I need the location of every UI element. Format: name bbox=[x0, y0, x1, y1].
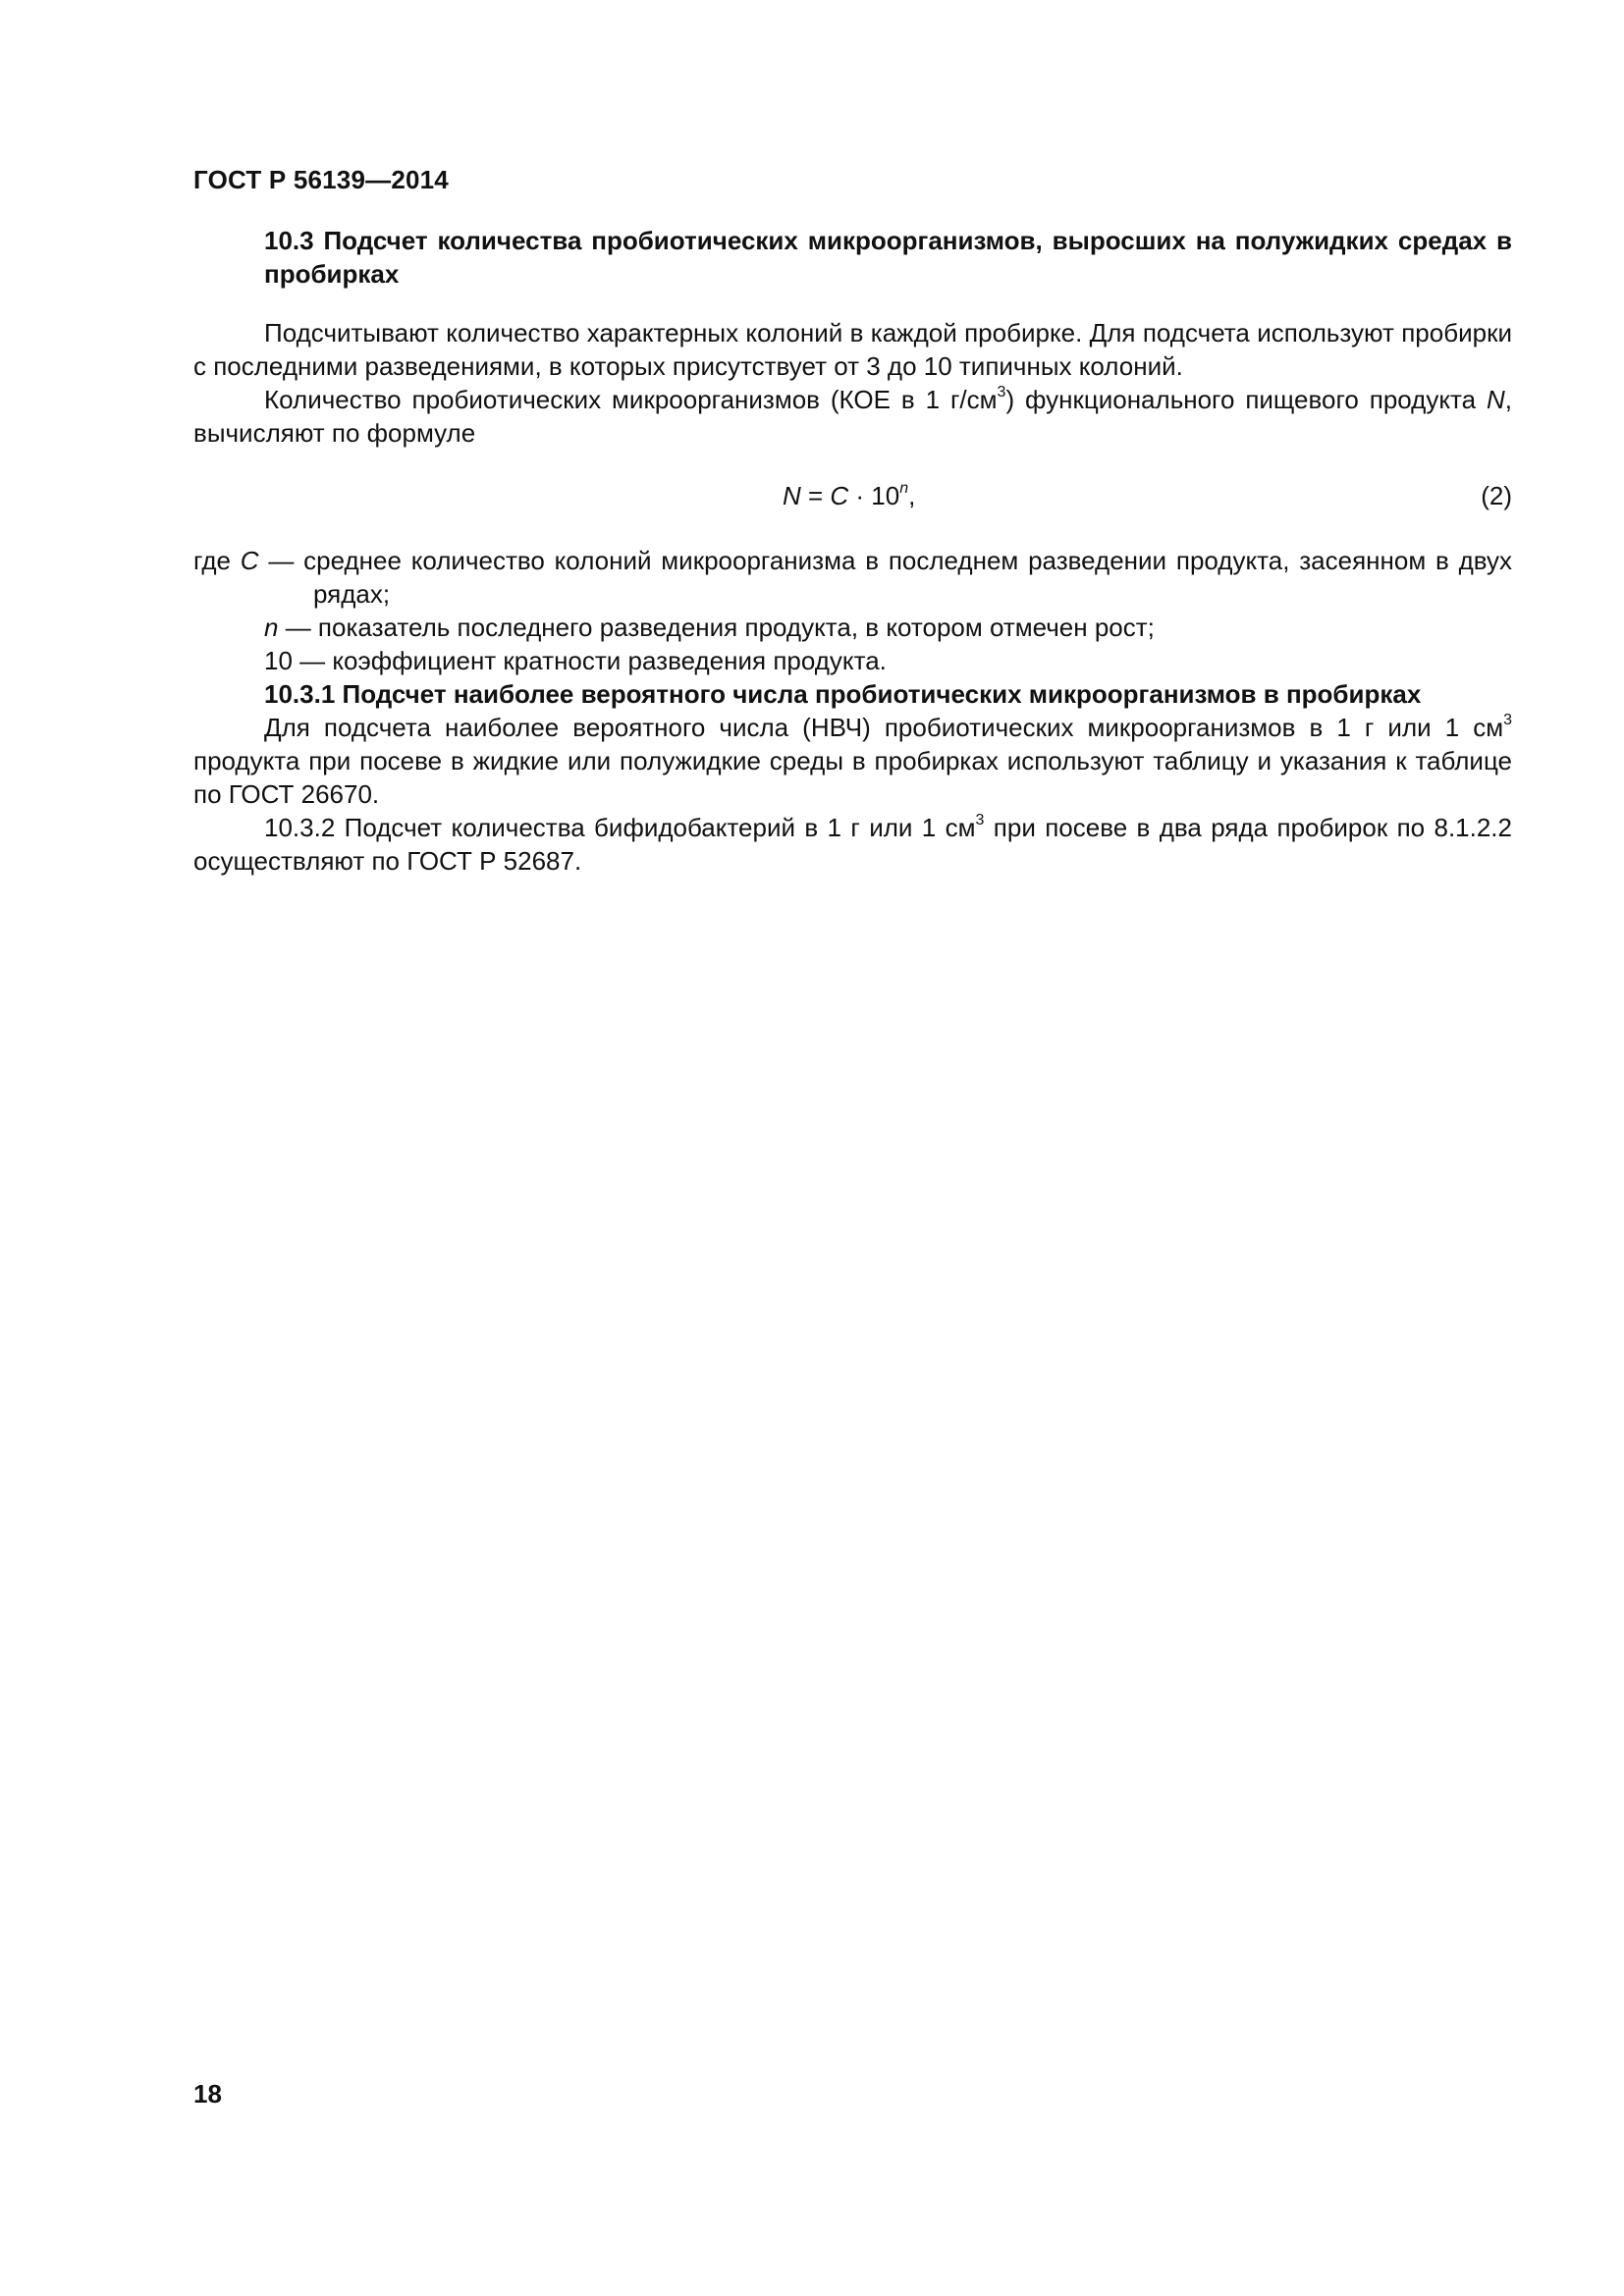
where-prefix: где bbox=[193, 546, 241, 575]
paragraph-text: Для подсчета наиболее вероятного числа (НВЧ) пробиотических микроорганизмов в 1 г или 1 см bbox=[264, 713, 1504, 742]
formula-exp: n bbox=[899, 480, 909, 498]
where-c-desc: — среднее количество колоний микроорганизма в последнем разведении продукта, засеянном в двух рядах; bbox=[258, 546, 1513, 609]
where-n-var: n bbox=[264, 613, 279, 642]
paragraph-text: , вычисляют по формуле bbox=[193, 385, 1512, 448]
where-c-var: C bbox=[240, 546, 259, 575]
formula-row bbox=[193, 479, 1512, 512]
formula-tail: , bbox=[908, 481, 916, 510]
formula-exponent bbox=[899, 480, 908, 497]
superscript: 3 bbox=[975, 812, 985, 829]
paragraph-text: при посеве в два ряда пробирок по 8.1.2.2 осуществляют по ГОСТ Р 52687. bbox=[193, 813, 1512, 876]
formula-eq: = bbox=[800, 481, 831, 510]
where-ten bbox=[193, 644, 1512, 677]
formula bbox=[783, 479, 915, 512]
where-ten-desc: — коэффициент кратности разведения продукта. bbox=[292, 646, 887, 675]
where-c bbox=[193, 544, 1512, 611]
variable-n: N bbox=[1486, 385, 1505, 414]
section-10-3-1-paragraph bbox=[193, 711, 1512, 811]
formula-lhs: N bbox=[783, 481, 801, 510]
paragraph-text: Количество пробиотических микроорганизмов (КОЕ в 1 г/см bbox=[264, 385, 998, 414]
where-n bbox=[193, 611, 1512, 644]
section-10-3-paragraph-2 bbox=[193, 383, 1512, 450]
section-10-3-2-paragraph bbox=[193, 811, 1512, 878]
paragraph-text: 10.3.2 Подсчет количества бифидобактерий в 1 г или 1 см bbox=[264, 813, 976, 842]
section-10-3-heading: 10.3 Подсчет количества пробиотических микроорганизмов, выросших на полужидких средах в пробирках bbox=[264, 226, 1512, 289]
paragraph-text: ) функционального пищевого продукта bbox=[1005, 385, 1487, 414]
where-n-desc: — показатель последнего разведения продукта, в котором отмечен рост; bbox=[278, 613, 1155, 642]
page-number: 18 bbox=[193, 2079, 222, 2109]
superscript: 3 bbox=[997, 384, 1006, 401]
section-10-3-paragraph-1: Подсчитывают количество характерных колоний в каждой пробирке. Для подсчета используют пробирки с последними разведениями, в которых присутствует от 3 до 10 типичных колоний. bbox=[193, 318, 1512, 381]
document-id: ГОСТ Р 56139—2014 bbox=[193, 165, 449, 194]
formula-op: · 10 bbox=[848, 481, 900, 510]
page-content bbox=[193, 224, 1512, 878]
section-10-3-1-heading: 10.3.1 Подсчет наиболее вероятного числа пробиотических микроорганизмов в пробирках bbox=[264, 679, 1422, 709]
paragraph-text: продукта при посеве в жидкие или полужидкие среды в пробирках используют таблицу и указания к таблице по ГОСТ 26670. bbox=[193, 746, 1512, 809]
formula-number: (2) bbox=[1481, 481, 1512, 510]
where-ten-var: 10 bbox=[264, 646, 293, 675]
superscript: 3 bbox=[1503, 712, 1512, 729]
formula-c: C bbox=[830, 481, 849, 510]
